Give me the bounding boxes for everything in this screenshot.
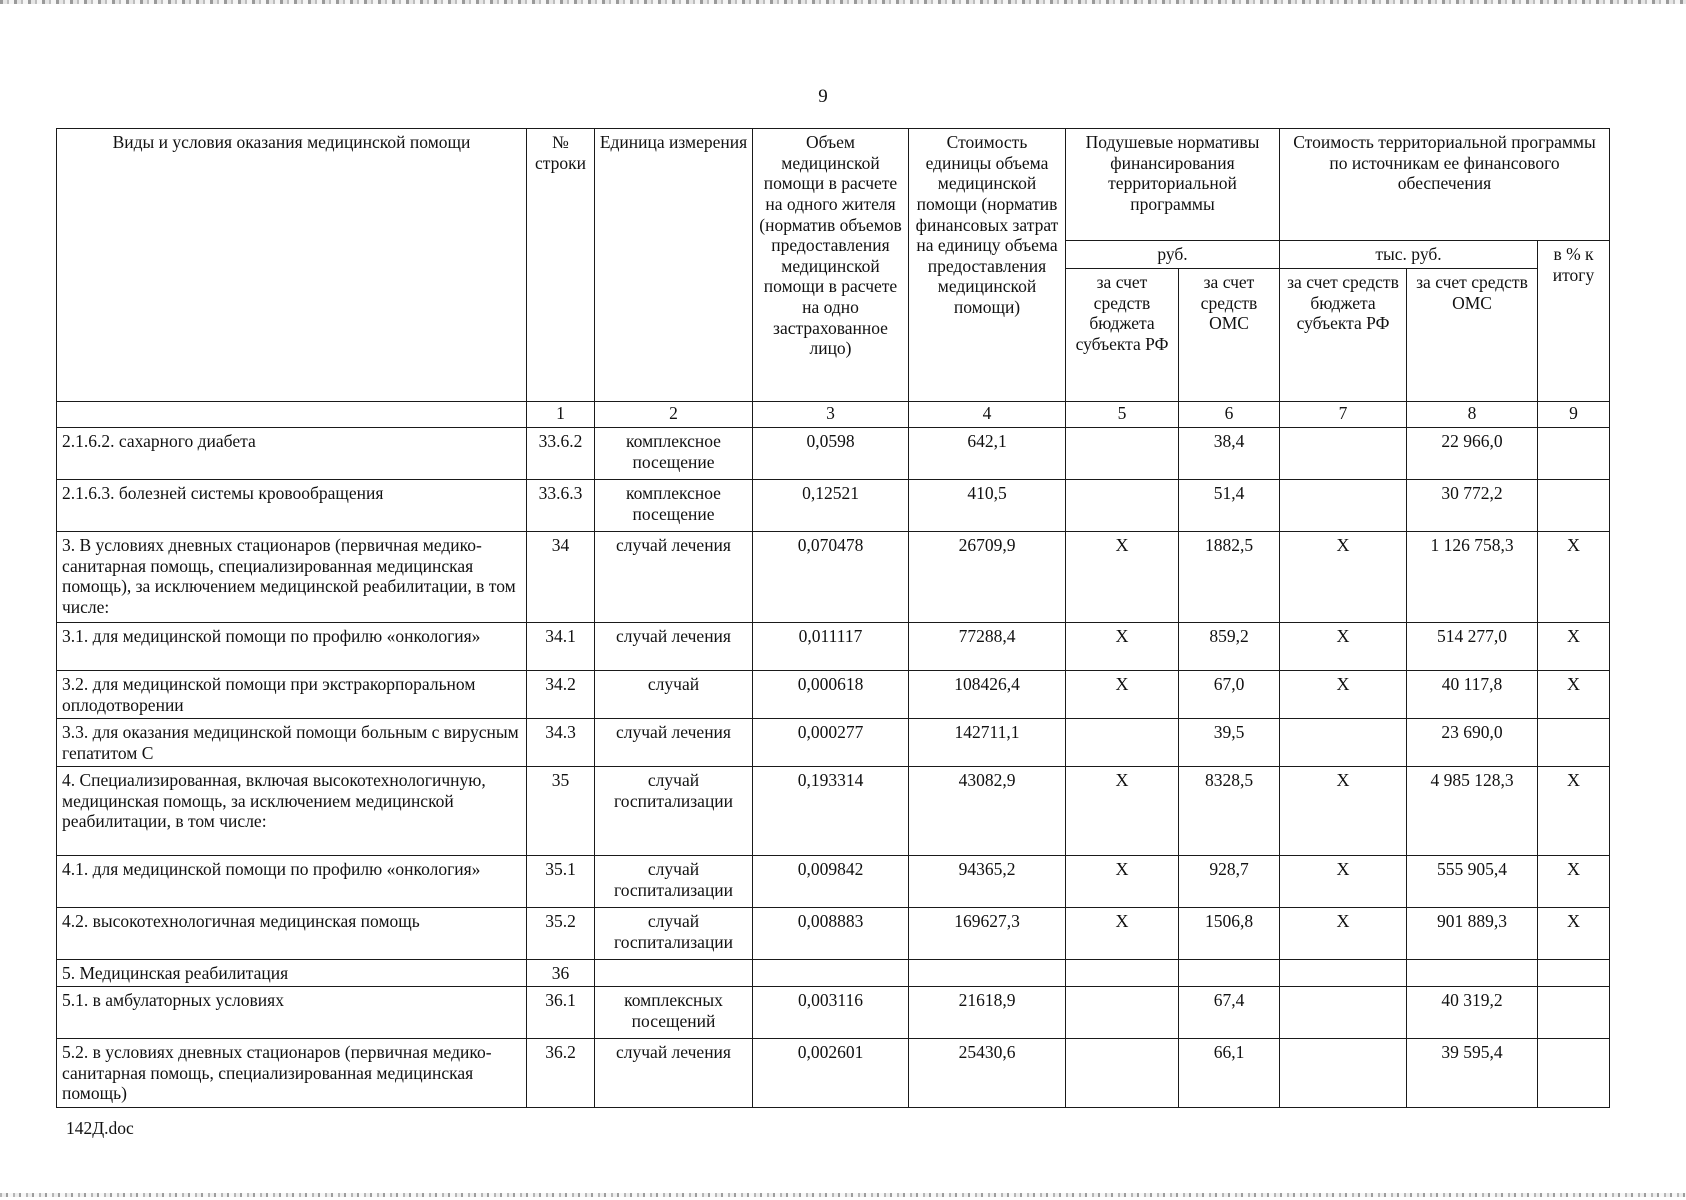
row-pct — [1538, 428, 1610, 480]
row-volume: 0,002601 — [753, 1039, 909, 1108]
row-volume: 0,0598 — [753, 428, 909, 480]
row-pc-oms: 8328,5 — [1179, 767, 1280, 856]
row-prog-budget — [1280, 987, 1407, 1039]
table-row — [57, 960, 1610, 987]
row-cost: 142711,1 — [909, 719, 1066, 767]
row-volume: 0,000277 — [753, 719, 909, 767]
row-cost — [909, 960, 1066, 987]
row-pc-budget — [1066, 987, 1179, 1039]
row-number: 34 — [527, 532, 595, 623]
row-prog-oms: 40 319,2 — [1407, 987, 1538, 1039]
row-prog-oms: 23 690,0 — [1407, 719, 1538, 767]
row-pc-oms: 928,7 — [1179, 856, 1280, 908]
row-prog-budget: Х — [1280, 623, 1407, 671]
table-row — [57, 908, 1610, 960]
row-number: 35.1 — [527, 856, 595, 908]
row-name: 3.1. для медицинской помощи по профилю «онкология» — [57, 623, 527, 671]
table-body — [57, 428, 1610, 1108]
row-pc-budget: Х — [1066, 908, 1179, 960]
row-unit — [595, 960, 753, 987]
row-number: 34.3 — [527, 719, 595, 767]
row-prog-oms — [1407, 960, 1538, 987]
row-pct — [1538, 987, 1610, 1039]
header-unit: Единица измерения — [595, 129, 753, 402]
row-prog-budget — [1280, 1039, 1407, 1108]
column-number: 1 — [527, 402, 595, 428]
row-prog-budget: Х — [1280, 856, 1407, 908]
row-pc-oms: 66,1 — [1179, 1039, 1280, 1108]
scan-edge-top — [0, 0, 1686, 4]
row-prog-budget: Х — [1280, 671, 1407, 719]
row-unit: комплексных посещений — [595, 987, 753, 1039]
scan-edge-bottom — [0, 1193, 1686, 1197]
row-volume: 0,008883 — [753, 908, 909, 960]
header-pc-budget: за счет средств бюджета субъекта РФ — [1066, 269, 1179, 402]
table-row — [57, 671, 1610, 719]
row-pc-budget: Х — [1066, 767, 1179, 856]
table-row — [57, 428, 1610, 480]
row-pc-oms: 67,4 — [1179, 987, 1280, 1039]
table-row — [57, 719, 1610, 767]
row-pct — [1538, 719, 1610, 767]
column-number: 9 — [1538, 402, 1610, 428]
table-row — [57, 987, 1610, 1039]
row-cost: 26709,9 — [909, 532, 1066, 623]
row-volume — [753, 960, 909, 987]
column-number: 5 — [1066, 402, 1179, 428]
row-cost: 94365,2 — [909, 856, 1066, 908]
row-name: 4. Специализированная, включая высокотехнологичную, медицинская помощь, за исключением медицинской реабилитации, в том числе: — [57, 767, 527, 856]
row-number: 33.6.2 — [527, 428, 595, 480]
row-name: 3.2. для медицинской помощи при экстракорпоральном оплодотворении — [57, 671, 527, 719]
header-unit-rub: руб. — [1066, 241, 1280, 269]
column-number: 6 — [1179, 402, 1280, 428]
row-cost: 77288,4 — [909, 623, 1066, 671]
header-prog-oms: за счет средств ОМС — [1407, 269, 1538, 402]
row-pc-oms — [1179, 960, 1280, 987]
header-volume: Объем медицинской помощи в расчете на одного жителя (норматив объемов предоставления медицинской помощи в расчете на одно застрахованное лицо) — [753, 129, 909, 402]
row-prog-oms: 40 117,8 — [1407, 671, 1538, 719]
table-row — [57, 480, 1610, 532]
row-number: 36.1 — [527, 987, 595, 1039]
table-row — [57, 767, 1610, 856]
row-unit: случай — [595, 671, 753, 719]
row-cost: 43082,9 — [909, 767, 1066, 856]
row-name: 5.2. в условиях дневных стационаров (первичная медико-санитарная помощь, специализированная медицинская помощь) — [57, 1039, 527, 1108]
column-number: 7 — [1280, 402, 1407, 428]
row-volume: 0,193314 — [753, 767, 909, 856]
row-pc-budget — [1066, 428, 1179, 480]
row-name: 4.1. для медицинской помощи по профилю «онкология» — [57, 856, 527, 908]
row-pct: Х — [1538, 623, 1610, 671]
row-prog-oms: 1 126 758,3 — [1407, 532, 1538, 623]
row-pct — [1538, 1039, 1610, 1108]
row-pc-budget: Х — [1066, 623, 1179, 671]
row-unit: случай лечения — [595, 623, 753, 671]
row-prog-oms: 4 985 128,3 — [1407, 767, 1538, 856]
header-pct: в % к итогу — [1538, 241, 1610, 402]
row-prog-oms: 555 905,4 — [1407, 856, 1538, 908]
row-number: 35.2 — [527, 908, 595, 960]
financing-table — [56, 128, 1610, 1108]
row-name: 5. Медицинская реабилитация — [57, 960, 527, 987]
column-number: 8 — [1407, 402, 1538, 428]
column-number: 4 — [909, 402, 1066, 428]
header-row-no: № строки — [527, 129, 595, 402]
row-prog-budget — [1280, 428, 1407, 480]
row-pc-oms: 859,2 — [1179, 623, 1280, 671]
row-unit: случай госпитализации — [595, 908, 753, 960]
row-unit: случай лечения — [595, 532, 753, 623]
row-pc-budget — [1066, 960, 1179, 987]
row-pct: Х — [1538, 767, 1610, 856]
row-number: 36 — [527, 960, 595, 987]
row-pct: Х — [1538, 908, 1610, 960]
row-prog-oms: 30 772,2 — [1407, 480, 1538, 532]
row-pct: Х — [1538, 671, 1610, 719]
column-number: 2 — [595, 402, 753, 428]
row-number: 36.2 — [527, 1039, 595, 1108]
row-name: 4.2. высокотехнологичная медицинская помощь — [57, 908, 527, 960]
page-number: 9 — [818, 86, 828, 107]
row-prog-budget: Х — [1280, 532, 1407, 623]
file-name-footer: 142Д.doc — [66, 1118, 134, 1138]
row-pc-budget: Х — [1066, 532, 1179, 623]
row-prog-budget — [1280, 960, 1407, 987]
row-cost: 108426,4 — [909, 671, 1066, 719]
row-cost: 21618,9 — [909, 987, 1066, 1039]
row-unit: случай госпитализации — [595, 767, 753, 856]
row-volume: 0,009842 — [753, 856, 909, 908]
row-number: 34.1 — [527, 623, 595, 671]
row-pc-budget — [1066, 719, 1179, 767]
row-name: 2.1.6.2. сахарного диабета — [57, 428, 527, 480]
row-volume: 0,12521 — [753, 480, 909, 532]
header-type: Виды и условия оказания медицинской помощи — [57, 129, 527, 402]
row-pc-oms: 1882,5 — [1179, 532, 1280, 623]
row-unit: случай лечения — [595, 719, 753, 767]
table-row — [57, 1039, 1610, 1108]
row-pct: Х — [1538, 856, 1610, 908]
row-prog-budget — [1280, 719, 1407, 767]
header-unit-thousand-rub: тыс. руб. — [1280, 241, 1538, 269]
row-pc-oms: 67,0 — [1179, 671, 1280, 719]
row-prog-budget — [1280, 480, 1407, 532]
row-unit: комплексное посещение — [595, 428, 753, 480]
row-name: 5.1. в амбулаторных условиях — [57, 987, 527, 1039]
column-number: 3 — [753, 402, 909, 428]
row-pct — [1538, 480, 1610, 532]
row-cost: 169627,3 — [909, 908, 1066, 960]
row-unit: случай госпитализации — [595, 856, 753, 908]
row-volume: 0,070478 — [753, 532, 909, 623]
row-pc-budget: Х — [1066, 856, 1179, 908]
row-name: 3. В условиях дневных стационаров (первичная медико-санитарная помощь, специализированная медицинская помощь), за исключением медицинской реабилитации, в том числе: — [57, 532, 527, 623]
row-pct: Х — [1538, 532, 1610, 623]
row-volume: 0,000618 — [753, 671, 909, 719]
row-pc-oms: 1506,8 — [1179, 908, 1280, 960]
table-row — [57, 623, 1610, 671]
row-pc-oms: 51,4 — [1179, 480, 1280, 532]
row-prog-oms: 514 277,0 — [1407, 623, 1538, 671]
row-cost: 25430,6 — [909, 1039, 1066, 1108]
header-cost: Стоимость единицы объема медицинской помощи (норматив финансовых затрат на единицу объема предоставления медицинской помощи) — [909, 129, 1066, 402]
header-per-capita: Подушевые нормативы финансирования территориальной программы — [1066, 129, 1280, 241]
header-prog-budget: за счет средств бюджета субъекта РФ — [1280, 269, 1407, 402]
table-row — [57, 532, 1610, 623]
row-pc-oms: 38,4 — [1179, 428, 1280, 480]
row-prog-budget: Х — [1280, 767, 1407, 856]
column-number — [57, 402, 527, 428]
row-pc-budget — [1066, 480, 1179, 532]
row-name: 2.1.6.3. болезней системы кровообращения — [57, 480, 527, 532]
row-number: 35 — [527, 767, 595, 856]
row-number: 33.6.3 — [527, 480, 595, 532]
row-cost: 410,5 — [909, 480, 1066, 532]
row-pc-budget — [1066, 1039, 1179, 1108]
row-prog-oms: 39 595,4 — [1407, 1039, 1538, 1108]
header-program-cost: Стоимость территориальной программы по источникам ее финансового обеспечения — [1280, 129, 1610, 241]
row-number: 34.2 — [527, 671, 595, 719]
row-name: 3.3. для оказания медицинской помощи больным с вирусным гепатитом С — [57, 719, 527, 767]
header-pc-oms: за счет средств ОМС — [1179, 269, 1280, 402]
row-prog-budget: Х — [1280, 908, 1407, 960]
row-unit: случай лечения — [595, 1039, 753, 1108]
row-prog-oms: 901 889,3 — [1407, 908, 1538, 960]
row-pc-oms: 39,5 — [1179, 719, 1280, 767]
row-volume: 0,011117 — [753, 623, 909, 671]
row-pc-budget: Х — [1066, 671, 1179, 719]
row-prog-oms: 22 966,0 — [1407, 428, 1538, 480]
row-pct — [1538, 960, 1610, 987]
row-volume: 0,003116 — [753, 987, 909, 1039]
table-row — [57, 856, 1610, 908]
row-unit: комплексное посещение — [595, 480, 753, 532]
row-cost: 642,1 — [909, 428, 1066, 480]
